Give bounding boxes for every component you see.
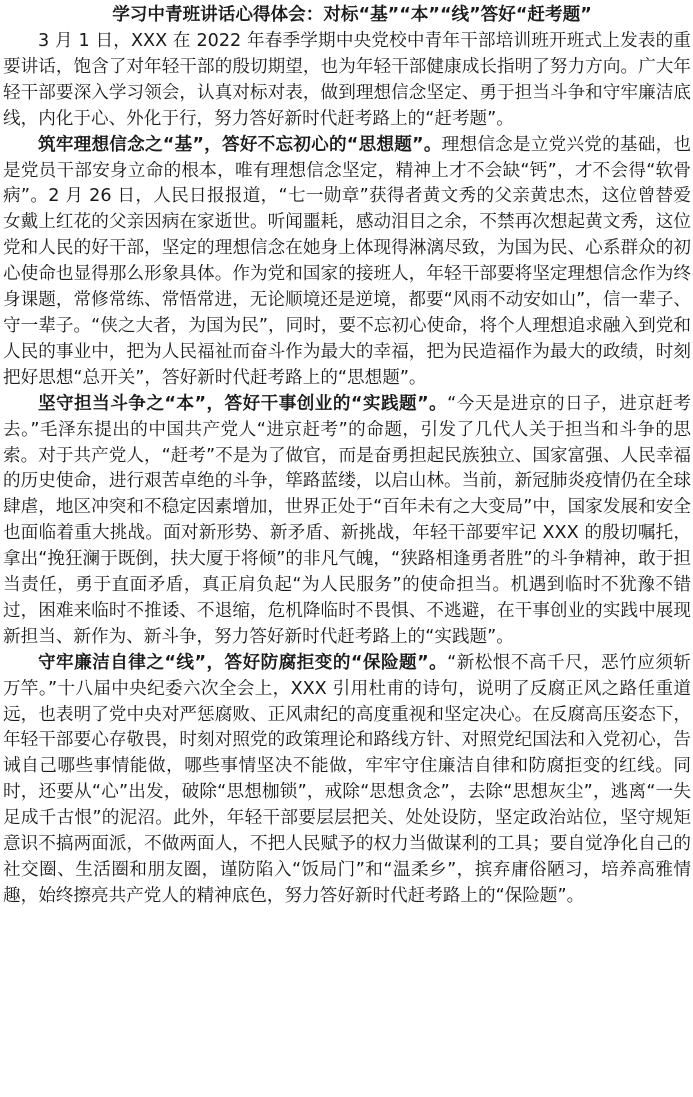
document-title: 学习中青班讲话心得体会：对标“基”“本”“线”答好“赶考题”: [112, 5, 592, 25]
paragraph-integrity: [3, 651, 691, 910]
paragraph-lead: 守牢廉洁自律之“线”，答好防腐拒变的“保险题”。: [38, 652, 448, 673]
paragraph-lead: 坚守担当斗争之“本”，答好干事创业的“实践题”。: [38, 393, 448, 414]
paragraph-text: “今天是进京的日子，进京赶考去。”毛泽东提出的中国共产党人“进京赶考”的命题，引发了几代人关于担当和斗争的思索。对于共产党人，“赶考”不是为了做官，而是奋勇担起民族独立、国家富强、人民幸福的历史使命，进行艰苦卓绝的斗争，筚路蓝缕，以启山林。当前，新冠肺炎疫情仍在全球肆虐，地区冲突和不稳定因素增加，世界正处于“百年未有之大变局”中，国家发展和安全也面临着重大挑战。面对新形势、新矛盾、新挑战，年轻干部要牢记 XXX 的殷切嘱托，拿出“挽狂澜于既倒，扶大厦于将倾”的非凡气魄，“狭路相逢勇者胜”的斗争精神，敢于担当责任，勇于直面矛盾，真正肩负起“为人民服务”的使命担当。机遇到临时不犹豫不错过，困难来临时不推诿、不退缩，危机降临时不畏惧、不逃避，在干事创业的实践中展现新担当、新作为、新斗争，努力答好新时代赶考路上的“实践题”。: [3, 393, 691, 647]
paragraph-foundation: [3, 133, 691, 392]
paragraph-text: “新松恨不高千尺，恶竹应须斩万竿。”十八届中央纪委六次全会上，XXX 引用杜甫的诗句，说明了反腐正风之路任重道远，也表明了党中央对严惩腐败、正风肃纪的高度重视和坚定决心。在反腐高压姿态下，年轻干部要心存敬畏，时刻对照党的政策理论和路线方针、对照党纪国法和入党初心，告诫自己哪些事情能做，哪些事情坚决不能做，牢牢守住廉洁自律和防腐拒变的红线。同时，还要从“心”出发，破除“思想枷锁”，戒除“思想贪念”，去除“思想灰尘”，逃离“一失足成千古恨”的泥沼。此外，年轻干部要层层把关、处处设防，坚定政治站位，坚守规矩意识不搞两面派，不做两面人，不把人民赋予的权力当做谋利的工具；要自觉净化自己的社交圈、生活圈和朋友圈，谨防陷入“饭局门”和“温柔乡”，摈弃庸俗陋习，培养高雅情趣，始终擦亮共产党人的精神底色，努力答好新时代赶考路上的“保险题”。: [3, 652, 691, 906]
paragraph-text: 3 月 1 日，XXX 在 2022 年春季学期中央党校中青年干部培训班开班式上发表的重要讲话，饱含了对年轻干部的殷切期望，也为年轻干部健康成长指明了努力方向。广大年轻干部要深入学习领会，认真对标对表，做到理想信念坚定、勇于担当斗争和守牢廉洁底线，内化于心、外化于行，努力答好新时代赶考路上的“赶考题”。: [3, 31, 691, 129]
paragraph-text: 理想信念是立党兴党的基础，也是党员干部安身立命的根本，唯有理想信念坚定，精神上才不会缺“钙”，才不会得“软骨病”。2 月 26 日，人民日报报道，“七一勋章”获得者黄文秀的父亲黄忠杰，这位曾替爱女戴上红花的父亲因病在家逝世。听闻噩耗，感动泪目之余，不禁再次想起黄文秀，这位党和人民的好干部，坚定的理想信念在她身上体现得淋漓尽致，为国为民、心系群众的初心使命也显得那么形象具体。作为党和国家的接班人，年轻干部要将坚定理想信念作为终身课题，常修常练、常悟常进，无论顺境还是逆境，都要“风雨不动安如山”，信一辈子、守一辈子。“侠之大者，为国为民”，同时，要不忘初心使命，将个人理想追求融入到党和人民的事业中，把为人民福祉而奋斗作为最大的幸福，把为民造福作为最大的政绩，时刻把好思想“总开关”，答好新时代赶考路上的“思想题”。: [3, 134, 691, 388]
paragraph-intro: [3, 29, 691, 133]
paragraph-responsibility: [3, 392, 691, 651]
paragraph-lead: 筑牢理想信念之“基”，答好不忘初心的“思想题”。: [38, 134, 442, 155]
